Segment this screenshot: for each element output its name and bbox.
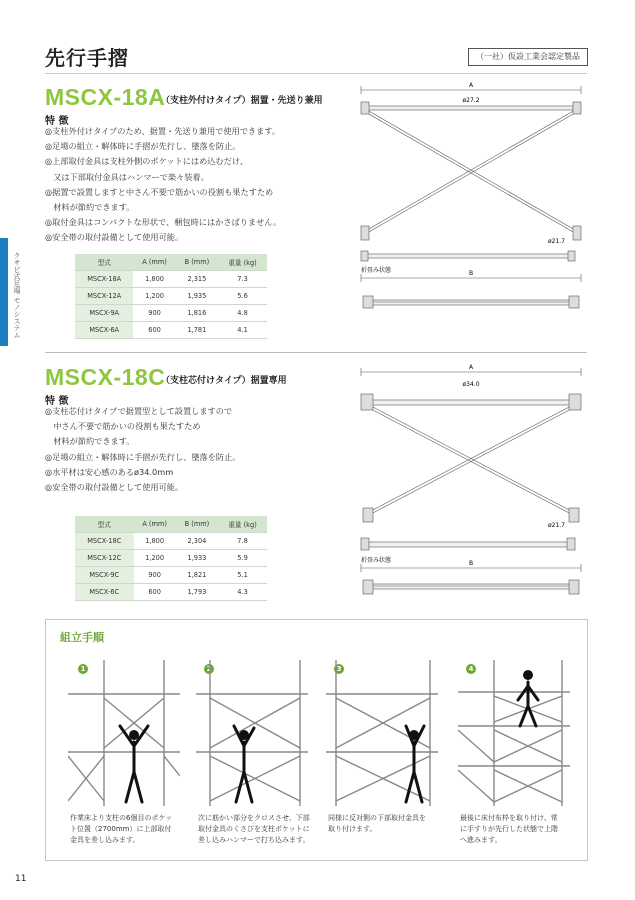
table-cell: 7.8 — [218, 533, 267, 550]
features-list-c — [45, 404, 240, 495]
table-cell: 2,304 — [176, 533, 218, 550]
table-cell: MSCX-9A — [75, 305, 133, 322]
step-3-illustration — [326, 656, 438, 808]
feature-item: ◎上部取付金具は支柱外側のポケットにはめ込むだけ、 — [45, 156, 248, 167]
step-1-illustration — [68, 656, 180, 808]
table-header: A (mm) — [134, 516, 176, 533]
table-row — [75, 533, 267, 550]
table-cell: 600 — [133, 322, 175, 339]
folded-label-a: 折畳み状態 — [361, 267, 392, 274]
table-cell: MSCX-6C — [75, 584, 134, 601]
feature-item: ◎足場の組立・解体時に手摺が先行し、墜落を防止。 — [45, 141, 241, 152]
header-rule — [45, 73, 587, 74]
table-row — [75, 584, 267, 601]
features-heading-a: 特 徴 — [45, 116, 69, 127]
table-row — [75, 271, 267, 288]
table-cell: 7.3 — [218, 271, 267, 288]
feature-item: ◎支柱芯付けタイプで据置型として設置しますので — [45, 406, 233, 416]
assembly-title: 組立手順 — [60, 631, 104, 644]
spec-table-a — [75, 254, 267, 339]
model-title-a: MSCX-18A — [45, 84, 166, 110]
table-cell: 5.9 — [218, 550, 267, 567]
table-cell: MSCX-6A — [75, 322, 133, 339]
table-cell: 1,800 — [134, 533, 176, 550]
table-header-row — [75, 516, 267, 533]
page-number: 11 — [15, 874, 27, 884]
step-4-text: 最後に床付布枠を取り付け、常 に手すりが先行した状態で上階 へ進みます。 — [460, 814, 558, 844]
table-cell: 1,200 — [134, 550, 176, 567]
dim-b-label-a: B — [468, 270, 474, 277]
table-row — [75, 567, 267, 584]
feature-item: ◎取付金具はコンパクトな形状で、梱包時にはかさばりません。 — [45, 217, 282, 228]
table-cell: MSCX-18C — [75, 533, 134, 550]
table-cell: 4.3 — [218, 584, 267, 601]
table-cell: 1,933 — [176, 550, 218, 567]
dim-a-label-a: A — [468, 82, 474, 89]
model-subtitle-a: （支柱外付けタイプ）据置・先送り兼用 — [161, 96, 323, 106]
table-cell: MSCX-12C — [75, 550, 134, 567]
dim-top-label-c: ø34.0 — [462, 381, 480, 388]
feature-item: ◎支柱外付けタイプのため、据置・先送り兼用で使用できます。 — [45, 126, 281, 136]
feature-item: 材料が節約できます。 — [45, 436, 135, 447]
feature-item: ◎水平材は安心感のあるø34.0mm — [45, 466, 174, 477]
handrail-diagram-c — [355, 362, 587, 608]
dim-bottom-label-c: ø21.7 — [547, 522, 565, 529]
folded-label-c: 折畳み状態 — [361, 557, 392, 564]
model-title-c: MSCX-18C — [45, 364, 166, 390]
table-row — [75, 305, 267, 322]
table-header: B (mm) — [176, 254, 218, 271]
step-2-illustration — [196, 656, 308, 808]
table-header: A (mm) — [133, 254, 175, 271]
table-cell: 2,315 — [176, 271, 218, 288]
table-cell: MSCX-12A — [75, 288, 133, 305]
table-header: 型式 — [75, 516, 134, 533]
dim-b-label-c: B — [468, 560, 474, 567]
page-title: 先行手摺 — [45, 46, 129, 70]
step-number: 4 — [466, 664, 476, 674]
feature-item: ◎据置で設置しますと中さん不要で筋かいの役割も果たすため — [45, 186, 274, 197]
table-cell: MSCX-18A — [75, 271, 133, 288]
table-cell: 5.6 — [218, 288, 267, 305]
table-cell: 1,800 — [133, 271, 175, 288]
spec-table-c — [75, 516, 267, 601]
feature-item: 材料が節約できます。 — [45, 202, 135, 213]
feature-item: 又は下部取付金具はハンマーで楽々装着。 — [45, 171, 209, 182]
step-number: 1 — [78, 664, 88, 674]
table-header: 重量 (kg) — [218, 516, 267, 533]
dim-top-label-a: ø27.2 — [462, 97, 480, 104]
table-row — [75, 550, 267, 567]
table-cell: 4.1 — [218, 322, 267, 339]
table-cell: 1,793 — [176, 584, 218, 601]
table-cell: 1,935 — [176, 288, 218, 305]
side-tab-marker — [0, 238, 8, 346]
table-cell: 4.8 — [218, 305, 267, 322]
step-2-text: 次に筋かい部分をクロスさせ、下部 取付金具のくさびを支柱ポケットに 差し込みハンマーで打ち込みます。 — [198, 814, 310, 844]
model-subtitle-c: （支柱芯付けタイプ）据置専用 — [161, 376, 287, 386]
step-3-text: 同様に反対側の下部取付金具を 取り付けます。 — [328, 814, 426, 833]
feature-item: ◎安全帯の取付設備として使用可能。 — [45, 482, 184, 493]
table-cell: 900 — [134, 567, 176, 584]
table-cell: 1,816 — [176, 305, 218, 322]
table-cell: MSCX-9C — [75, 567, 134, 584]
certification-badge: （一社）仮設工業会認定製品 — [468, 48, 588, 66]
section-divider — [45, 352, 587, 353]
step-1-text: 作業床より支柱の6個目のポケッ ト位置（2700mm）に上部取付 金具を差し込みます。 — [70, 814, 173, 844]
step-4-illustration — [458, 656, 570, 808]
table-cell: 1,821 — [176, 567, 218, 584]
table-row — [75, 288, 267, 305]
table-cell: 1,200 — [133, 288, 175, 305]
feature-item: 中さん不要で筋かいの役割も果たすため — [45, 421, 201, 432]
handrail-diagram-a — [355, 80, 587, 342]
table-row — [75, 322, 267, 339]
table-header: B (mm) — [176, 516, 218, 533]
table-header: 重量 (kg) — [218, 254, 267, 271]
feature-item: ◎足場の組立・解体時に手摺が先行し、墜落を防止。 — [45, 451, 241, 462]
step-number: 3 — [334, 664, 344, 674]
features-list-a — [45, 124, 281, 246]
step-number: 2 — [204, 664, 214, 674]
feature-item: ◎安全帯の取付設備として使用可能。 — [45, 232, 184, 243]
table-cell: 900 — [133, 305, 175, 322]
table-cell: 1,781 — [176, 322, 218, 339]
table-cell: 600 — [134, 584, 176, 601]
features-heading-c: 特 徴 — [45, 396, 69, 407]
table-header-row — [75, 254, 267, 271]
table-header: 型式 — [75, 254, 133, 271]
table-cell: 5.1 — [218, 567, 267, 584]
dim-bottom-label-a: ø21.7 — [547, 238, 565, 245]
dim-a-label-c: A — [468, 364, 474, 371]
side-tab-label: クサビ式足場 モノシステム — [13, 252, 21, 339]
